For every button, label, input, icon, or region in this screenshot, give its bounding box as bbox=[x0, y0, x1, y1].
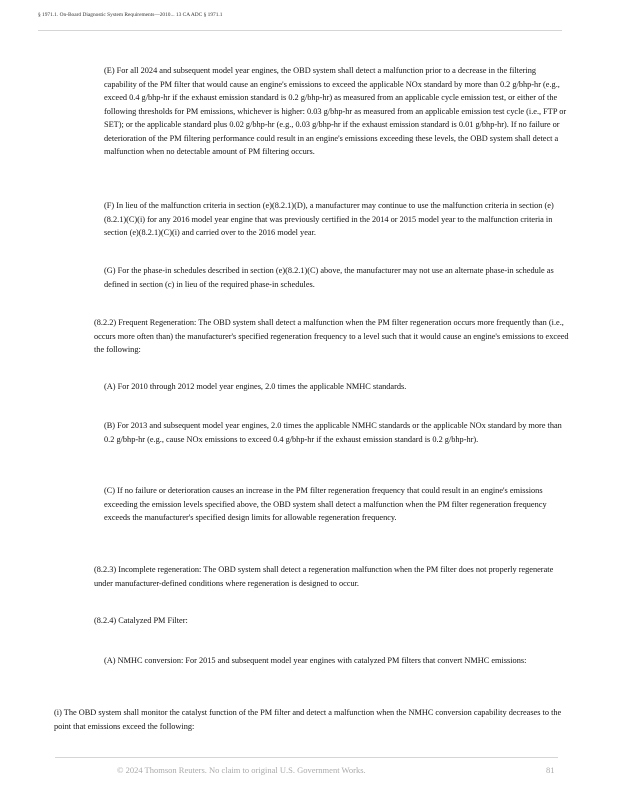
paragraph-8-2-3: (8.2.3) Incomplete regeneration: The OBD system shall detect a regeneration malfunction when the PM filter does not properly regenerate under manufacturer-defined conditions where regeneration is designed to occur. bbox=[94, 565, 554, 588]
footer-divider bbox=[55, 757, 558, 758]
paragraph-f: (F) In lieu of the malfunction criteria in section (e)(8.2.1)(D), a manufacturer may continue to use the malfunction criteria in section (e)(8.2.1)(C)(i) for any 2016 model year engine that was previously certified in the 2014 or 2015 model year to the malfunction criteria in section (e)(8.2.1)(C)(i) and carried over to the 2016 model year. bbox=[104, 201, 554, 237]
paragraph-a-nmhc: (A) NMHC conversion: For 2015 and subsequent model year engines with catalyzed PM filters that convert NMHC emissions: bbox=[104, 656, 527, 665]
paragraph-8-2-2: (8.2.2) Frequent Regeneration: The OBD system shall detect a malfunction when the PM filter regeneration occurs more frequently than (i.e., occurs more often than) the manufacturer's specified regeneration frequency to a level such that it would cause an engine's emissions to exceed the following: bbox=[94, 318, 569, 354]
paragraph-g: (G) For the phase-in schedules described in section (e)(8.2.1)(C) above, the manufacturer may not use an alternate phase-in schedule as defined in section (c) in lieu of the required phase-in schedules. bbox=[104, 266, 554, 289]
paragraph-b: (B) For 2013 and subsequent model year engines, 2.0 times the applicable NMHC standards or the applicable NOx standard by more than 0.2 g/bhp-hr (e.g., cause NOx emissions to exceed 0.4 g/bhp-hr if the exhaust emission standard is 0.2 g/bhp-hr). bbox=[104, 421, 562, 444]
running-head: § 1971.1. On-Board Diagnostic System Requirements—2010... 13 CA ADC § 1971.1 bbox=[38, 12, 223, 18]
header-divider bbox=[38, 30, 562, 31]
paragraph-8-2-4: (8.2.4) Catalyzed PM Filter: bbox=[94, 616, 188, 625]
footer-copyright: © 2024 Thomson Reuters. No claim to original U.S. Government Works. bbox=[117, 765, 366, 775]
page-number: 81 bbox=[546, 765, 555, 775]
paragraph-i: (i) The OBD system shall monitor the catalyst function of the PM filter and detect a malfunction when the NMHC conversion capability decreases to the point that emissions exceed the following: bbox=[54, 708, 562, 731]
paragraph-c: (C) If no failure or deterioration causes an increase in the PM filter regeneration frequency that could result in an engine's emissions exceeding the emission levels specified above, the OBD system shall detect a malfunction when the PM filter regeneration frequency exceeds the manufacturer's specified design limits for allowable regeneration frequency. bbox=[104, 486, 547, 522]
paragraph-e: (E) For all 2024 and subsequent model year engines, the OBD system shall detect a malfunction prior to a decrease in the filtering capability of the PM filter that would cause an engine's emissions to exceed the applicable NOx standard by more than 0.2 g/bhp-hr (e.g., exceed 0.4 g/bhp-hr if the exhaust emission standard is 0.2 g/bhp-hr) as measured from an applicable cycle emission test, or either of the following thresholds for PM emissions, whichever is higher: 0.03 g/bhp-hr as measured from an applicable emission test cycle (i.e., FTP or SET); or the applicable standard plus 0.02 g/bhp-hr (e.g., 0.03 g/bhp-hr if the exhaust emission standard is 0.01 g/bhp-hr). If no failure or deterioration of the PM filtering performance could result in an engine's emissions exceeding these levels, the OBD system shall detect a malfunction when no detectable amount of PM filtering occurs. bbox=[104, 66, 567, 156]
paragraph-a: (A) For 2010 through 2012 model year engines, 2.0 times the applicable NMHC standards. bbox=[104, 382, 407, 391]
